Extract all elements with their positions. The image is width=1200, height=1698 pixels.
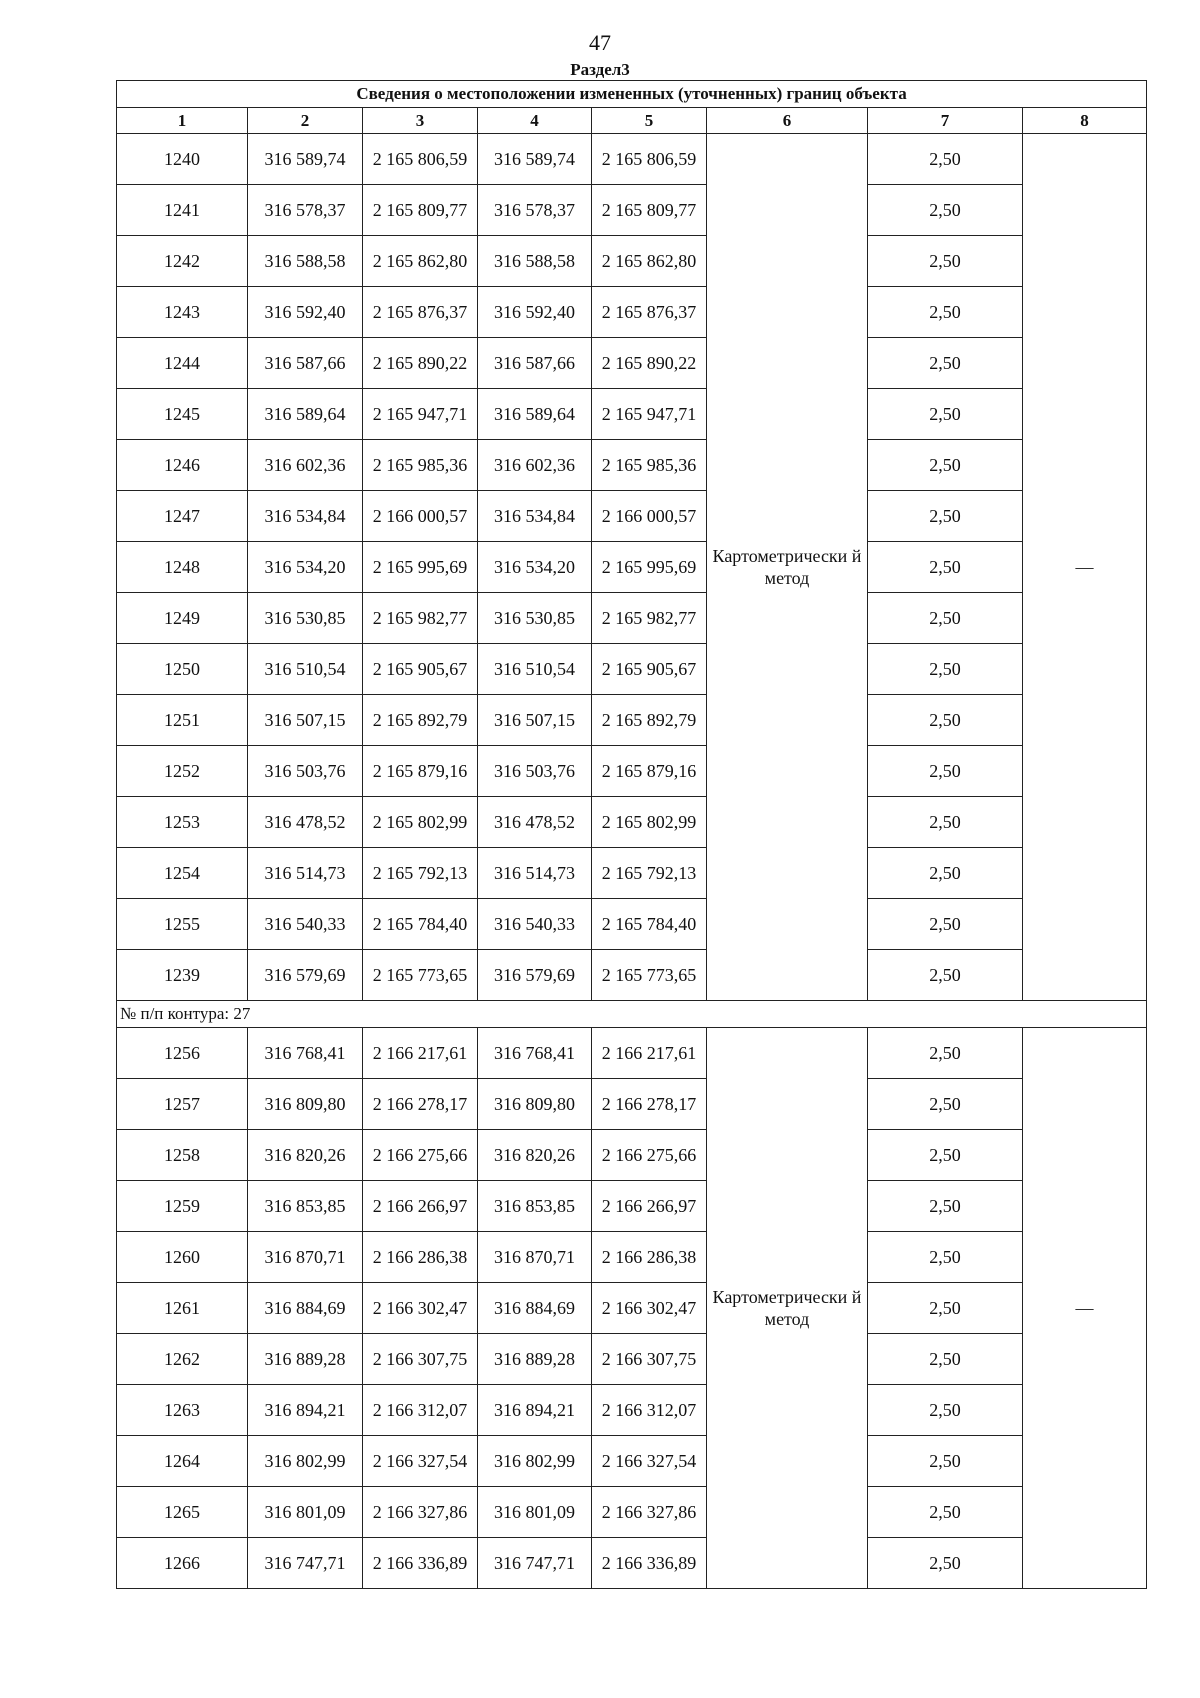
x-coordinate-refined-cell: 316 602,36: [478, 440, 592, 491]
y-coordinate-refined-cell: 2 166 286,38: [592, 1232, 707, 1283]
point-number-cell: 1253: [117, 797, 248, 848]
x-coordinate-cell: 316 602,36: [248, 440, 363, 491]
method-cell: Картометрически й метод: [707, 134, 868, 1001]
accuracy-cell: 2,50: [868, 1079, 1023, 1130]
table-row: [117, 1334, 1147, 1385]
table-title: Сведения о местоположении измененных (уточненных) границ объекта: [117, 81, 1147, 108]
table-row: [117, 1385, 1147, 1436]
x-coordinate-refined-cell: 316 589,64: [478, 389, 592, 440]
x-coordinate-cell: 316 510,54: [248, 644, 363, 695]
table-row: [117, 440, 1147, 491]
x-coordinate-refined-cell: 316 530,85: [478, 593, 592, 644]
y-coordinate-refined-cell: 2 165 879,16: [592, 746, 707, 797]
y-coordinate-cell: 2 165 890,22: [363, 338, 478, 389]
y-coordinate-refined-cell: 2 165 862,80: [592, 236, 707, 287]
y-coordinate-cell: 2 165 879,16: [363, 746, 478, 797]
table-row: [117, 287, 1147, 338]
table-row: [117, 644, 1147, 695]
point-number-cell: 1256: [117, 1028, 248, 1079]
column-number: 8: [1023, 108, 1147, 134]
point-number-cell: 1240: [117, 134, 248, 185]
x-coordinate-refined-cell: 316 578,37: [478, 185, 592, 236]
y-coordinate-cell: 2 165 876,37: [363, 287, 478, 338]
x-coordinate-refined-cell: 316 768,41: [478, 1028, 592, 1079]
y-coordinate-cell: 2 166 312,07: [363, 1385, 478, 1436]
y-coordinate-refined-cell: 2 165 773,65: [592, 950, 707, 1001]
y-coordinate-cell: 2 165 802,99: [363, 797, 478, 848]
table-row: [117, 848, 1147, 899]
y-coordinate-refined-cell: 2 166 312,07: [592, 1385, 707, 1436]
x-coordinate-cell: 316 853,85: [248, 1181, 363, 1232]
accuracy-cell: 2,50: [868, 1232, 1023, 1283]
x-coordinate-cell: 316 534,84: [248, 491, 363, 542]
x-coordinate-refined-cell: 316 747,71: [478, 1538, 592, 1589]
accuracy-cell: 2,50: [868, 1181, 1023, 1232]
y-coordinate-cell: 2 166 336,89: [363, 1538, 478, 1589]
y-coordinate-cell: 2 165 862,80: [363, 236, 478, 287]
boundary-table: [116, 80, 1147, 1589]
accuracy-cell: 2,50: [868, 542, 1023, 593]
x-coordinate-cell: 316 588,58: [248, 236, 363, 287]
table-row: [117, 593, 1147, 644]
y-coordinate-refined-cell: 2 166 307,75: [592, 1334, 707, 1385]
accuracy-cell: 2,50: [868, 950, 1023, 1001]
point-number-cell: 1265: [117, 1487, 248, 1538]
accuracy-cell: 2,50: [868, 593, 1023, 644]
contour-row: [117, 1001, 1147, 1028]
point-number-cell: 1261: [117, 1283, 248, 1334]
x-coordinate-cell: 316 889,28: [248, 1334, 363, 1385]
y-coordinate-refined-cell: 2 165 806,59: [592, 134, 707, 185]
y-coordinate-refined-cell: 2 165 982,77: [592, 593, 707, 644]
y-coordinate-refined-cell: 2 165 890,22: [592, 338, 707, 389]
accuracy-cell: 2,50: [868, 797, 1023, 848]
table-row: [117, 1079, 1147, 1130]
column-number: 4: [478, 108, 592, 134]
x-coordinate-cell: 316 747,71: [248, 1538, 363, 1589]
y-coordinate-refined-cell: 2 165 947,71: [592, 389, 707, 440]
section-label: Раздел3: [570, 60, 630, 79]
accuracy-cell: 2,50: [868, 338, 1023, 389]
point-number-cell: 1241: [117, 185, 248, 236]
x-coordinate-cell: 316 578,37: [248, 185, 363, 236]
x-coordinate-cell: 316 589,64: [248, 389, 363, 440]
x-coordinate-cell: 316 870,71: [248, 1232, 363, 1283]
column-number: 3: [363, 108, 478, 134]
y-coordinate-refined-cell: 2 165 792,13: [592, 848, 707, 899]
y-coordinate-cell: 2 165 905,67: [363, 644, 478, 695]
column-number-row: [117, 108, 1147, 134]
x-coordinate-refined-cell: 316 503,76: [478, 746, 592, 797]
point-number-cell: 1249: [117, 593, 248, 644]
accuracy-cell: 2,50: [868, 236, 1023, 287]
y-coordinate-refined-cell: 2 165 802,99: [592, 797, 707, 848]
y-coordinate-cell: 2 165 792,13: [363, 848, 478, 899]
x-coordinate-refined-cell: 316 894,21: [478, 1385, 592, 1436]
y-coordinate-cell: 2 165 809,77: [363, 185, 478, 236]
x-coordinate-cell: 316 884,69: [248, 1283, 363, 1334]
x-coordinate-refined-cell: 316 588,58: [478, 236, 592, 287]
accuracy-cell: 2,50: [868, 1385, 1023, 1436]
table-row: [117, 797, 1147, 848]
y-coordinate-refined-cell: 2 166 266,97: [592, 1181, 707, 1232]
x-coordinate-refined-cell: 316 592,40: [478, 287, 592, 338]
column-8-cell: —: [1023, 134, 1147, 1001]
y-coordinate-refined-cell: 2 165 985,36: [592, 440, 707, 491]
table-row: [117, 1232, 1147, 1283]
x-coordinate-refined-cell: 316 534,84: [478, 491, 592, 542]
accuracy-cell: 2,50: [868, 185, 1023, 236]
contour-label: № п/п контура: 27: [117, 1001, 1147, 1028]
accuracy-cell: 2,50: [868, 1538, 1023, 1589]
accuracy-cell: 2,50: [868, 644, 1023, 695]
point-number-cell: 1266: [117, 1538, 248, 1589]
y-coordinate-cell: 2 166 266,97: [363, 1181, 478, 1232]
accuracy-cell: 2,50: [868, 899, 1023, 950]
y-coordinate-cell: 2 166 327,86: [363, 1487, 478, 1538]
table-row: [117, 185, 1147, 236]
point-number-cell: 1260: [117, 1232, 248, 1283]
x-coordinate-cell: 316 592,40: [248, 287, 363, 338]
y-coordinate-refined-cell: 2 166 000,57: [592, 491, 707, 542]
point-number-cell: 1246: [117, 440, 248, 491]
column-8-cell: —: [1023, 1028, 1147, 1589]
point-number-cell: 1247: [117, 491, 248, 542]
x-coordinate-refined-cell: 316 809,80: [478, 1079, 592, 1130]
table-row: [117, 1487, 1147, 1538]
accuracy-cell: 2,50: [868, 848, 1023, 899]
table-row: [117, 899, 1147, 950]
x-coordinate-refined-cell: 316 870,71: [478, 1232, 592, 1283]
accuracy-cell: 2,50: [868, 287, 1023, 338]
x-coordinate-cell: 316 540,33: [248, 899, 363, 950]
y-coordinate-refined-cell: 2 166 336,89: [592, 1538, 707, 1589]
column-number: 7: [868, 108, 1023, 134]
table-body: [117, 134, 1147, 1589]
point-number-cell: 1243: [117, 287, 248, 338]
x-coordinate-cell: 316 801,09: [248, 1487, 363, 1538]
y-coordinate-refined-cell: 2 165 995,69: [592, 542, 707, 593]
y-coordinate-cell: 2 165 985,36: [363, 440, 478, 491]
x-coordinate-cell: 316 587,66: [248, 338, 363, 389]
x-coordinate-refined-cell: 316 514,73: [478, 848, 592, 899]
table-row: [117, 1538, 1147, 1589]
point-number-cell: 1257: [117, 1079, 248, 1130]
x-coordinate-cell: 316 514,73: [248, 848, 363, 899]
y-coordinate-cell: 2 166 278,17: [363, 1079, 478, 1130]
x-coordinate-cell: 316 768,41: [248, 1028, 363, 1079]
y-coordinate-cell: 2 165 947,71: [363, 389, 478, 440]
point-number-cell: 1244: [117, 338, 248, 389]
y-coordinate-refined-cell: 2 166 302,47: [592, 1283, 707, 1334]
x-coordinate-refined-cell: 316 507,15: [478, 695, 592, 746]
x-coordinate-cell: 316 802,99: [248, 1436, 363, 1487]
point-number-cell: 1245: [117, 389, 248, 440]
accuracy-cell: 2,50: [868, 389, 1023, 440]
x-coordinate-refined-cell: 316 889,28: [478, 1334, 592, 1385]
point-number-cell: 1252: [117, 746, 248, 797]
x-coordinate-cell: 316 820,26: [248, 1130, 363, 1181]
table-row: [117, 134, 1147, 185]
y-coordinate-cell: 2 165 892,79: [363, 695, 478, 746]
accuracy-cell: 2,50: [868, 1028, 1023, 1079]
table-row: [117, 746, 1147, 797]
table-row: [117, 1028, 1147, 1079]
column-number: 2: [248, 108, 363, 134]
accuracy-cell: 2,50: [868, 1436, 1023, 1487]
table-row: [117, 1436, 1147, 1487]
table-row: [117, 491, 1147, 542]
y-coordinate-refined-cell: 2 166 217,61: [592, 1028, 707, 1079]
accuracy-cell: 2,50: [868, 1283, 1023, 1334]
point-number-cell: 1259: [117, 1181, 248, 1232]
table-row: [117, 1130, 1147, 1181]
y-coordinate-cell: 2 166 302,47: [363, 1283, 478, 1334]
point-number-cell: 1254: [117, 848, 248, 899]
table-row: [117, 542, 1147, 593]
x-coordinate-cell: 316 809,80: [248, 1079, 363, 1130]
page-number: 47: [589, 30, 611, 55]
y-coordinate-refined-cell: 2 165 876,37: [592, 287, 707, 338]
x-coordinate-refined-cell: 316 540,33: [478, 899, 592, 950]
column-number: 1: [117, 108, 248, 134]
column-number: 6: [707, 108, 868, 134]
x-coordinate-cell: 316 478,52: [248, 797, 363, 848]
y-coordinate-cell: 2 165 773,65: [363, 950, 478, 1001]
y-coordinate-cell: 2 165 806,59: [363, 134, 478, 185]
table-row: [117, 236, 1147, 287]
x-coordinate-cell: 316 530,85: [248, 593, 363, 644]
accuracy-cell: 2,50: [868, 1487, 1023, 1538]
x-coordinate-refined-cell: 316 589,74: [478, 134, 592, 185]
y-coordinate-refined-cell: 2 165 905,67: [592, 644, 707, 695]
x-coordinate-cell: 316 579,69: [248, 950, 363, 1001]
x-coordinate-cell: 316 589,74: [248, 134, 363, 185]
y-coordinate-refined-cell: 2 165 784,40: [592, 899, 707, 950]
y-coordinate-cell: 2 166 286,38: [363, 1232, 478, 1283]
y-coordinate-cell: 2 166 327,54: [363, 1436, 478, 1487]
point-number-cell: 1251: [117, 695, 248, 746]
accuracy-cell: 2,50: [868, 491, 1023, 542]
table-row: [117, 389, 1147, 440]
y-coordinate-refined-cell: 2 166 327,86: [592, 1487, 707, 1538]
accuracy-cell: 2,50: [868, 1334, 1023, 1385]
accuracy-cell: 2,50: [868, 695, 1023, 746]
y-coordinate-refined-cell: 2 165 892,79: [592, 695, 707, 746]
table-row: [117, 695, 1147, 746]
x-coordinate-cell: 316 507,15: [248, 695, 363, 746]
accuracy-cell: 2,50: [868, 1130, 1023, 1181]
x-coordinate-refined-cell: 316 478,52: [478, 797, 592, 848]
method-cell: Картометрически й метод: [707, 1028, 868, 1589]
accuracy-cell: 2,50: [868, 746, 1023, 797]
x-coordinate-cell: 316 503,76: [248, 746, 363, 797]
y-coordinate-refined-cell: 2 165 809,77: [592, 185, 707, 236]
point-number-cell: 1263: [117, 1385, 248, 1436]
table-row: [117, 1283, 1147, 1334]
point-number-cell: 1248: [117, 542, 248, 593]
point-number-cell: 1262: [117, 1334, 248, 1385]
x-coordinate-refined-cell: 316 510,54: [478, 644, 592, 695]
x-coordinate-refined-cell: 316 534,20: [478, 542, 592, 593]
x-coordinate-refined-cell: 316 801,09: [478, 1487, 592, 1538]
column-number: 5: [592, 108, 707, 134]
y-coordinate-cell: 2 166 307,75: [363, 1334, 478, 1385]
y-coordinate-refined-cell: 2 166 275,66: [592, 1130, 707, 1181]
y-coordinate-cell: 2 166 217,61: [363, 1028, 478, 1079]
point-number-cell: 1255: [117, 899, 248, 950]
point-number-cell: 1250: [117, 644, 248, 695]
y-coordinate-cell: 2 165 784,40: [363, 899, 478, 950]
point-number-cell: 1258: [117, 1130, 248, 1181]
table-row: [117, 950, 1147, 1001]
y-coordinate-cell: 2 165 982,77: [363, 593, 478, 644]
x-coordinate-refined-cell: 316 587,66: [478, 338, 592, 389]
point-number-cell: 1264: [117, 1436, 248, 1487]
table-row: [117, 1181, 1147, 1232]
x-coordinate-refined-cell: 316 579,69: [478, 950, 592, 1001]
x-coordinate-refined-cell: 316 884,69: [478, 1283, 592, 1334]
point-number-cell: 1239: [117, 950, 248, 1001]
y-coordinate-refined-cell: 2 166 278,17: [592, 1079, 707, 1130]
x-coordinate-cell: 316 534,20: [248, 542, 363, 593]
y-coordinate-cell: 2 166 000,57: [363, 491, 478, 542]
y-coordinate-cell: 2 166 275,66: [363, 1130, 478, 1181]
y-coordinate-cell: 2 165 995,69: [363, 542, 478, 593]
x-coordinate-refined-cell: 316 802,99: [478, 1436, 592, 1487]
x-coordinate-refined-cell: 316 853,85: [478, 1181, 592, 1232]
table-row: [117, 338, 1147, 389]
x-coordinate-refined-cell: 316 820,26: [478, 1130, 592, 1181]
point-number-cell: 1242: [117, 236, 248, 287]
y-coordinate-refined-cell: 2 166 327,54: [592, 1436, 707, 1487]
accuracy-cell: 2,50: [868, 134, 1023, 185]
accuracy-cell: 2,50: [868, 440, 1023, 491]
x-coordinate-cell: 316 894,21: [248, 1385, 363, 1436]
